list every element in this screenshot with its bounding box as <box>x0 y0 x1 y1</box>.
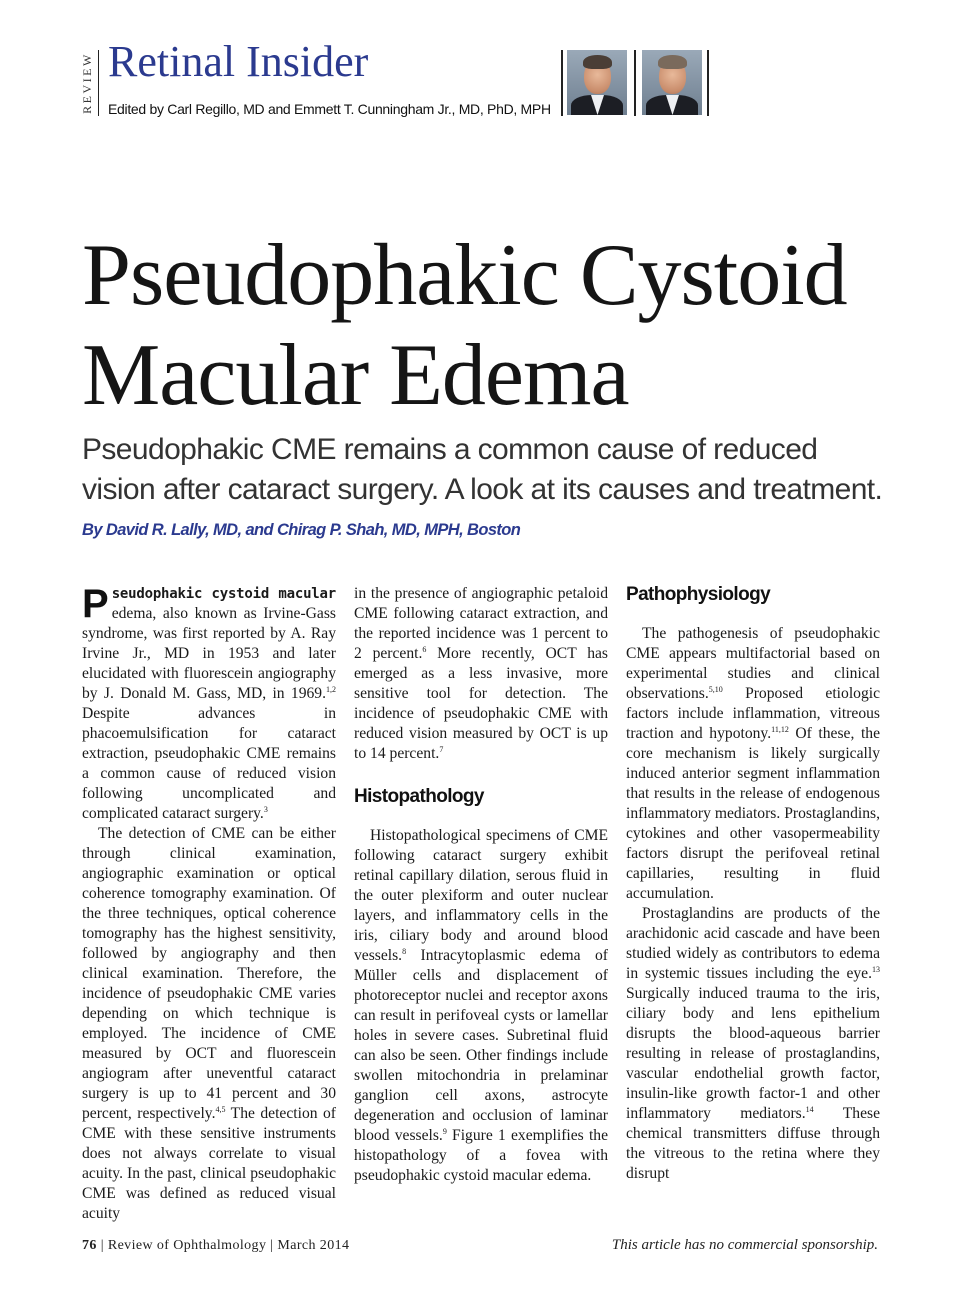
article-subtitle <box>82 430 902 510</box>
article-title <box>82 226 847 426</box>
subtitle-line-2: vision after cataract surgery. A look at its causes and treatment. <box>82 473 883 506</box>
divider-right <box>707 50 709 116</box>
citation: 9 <box>442 1126 447 1136</box>
section-heading: Histopathology <box>354 786 484 807</box>
title-line-2: Macular Edema <box>82 327 629 424</box>
publication-name: Review of Ophthalmology <box>107 1238 267 1253</box>
text-run: More recently, OCT has emerged as a less invasive, more sensitive tool for detection. The incidence of pseudophakic CME with reduced vision measured by OCT is up to 14 percent. <box>354 645 608 762</box>
text-run: The detection of CME with these sensitive instruments does not always correlate to visual acuity. In the past, clinical pseudophakic CME was defined as reduced visual acuity <box>82 1105 336 1222</box>
sponsorship-note: This article has no commercial sponsorship. <box>611 1237 878 1253</box>
editor-photo-cunningham <box>642 50 702 115</box>
citation: 3 <box>263 804 268 814</box>
text-run: The pathogenesis of pseudophakic CME appears multifactorial based on experimental studies and clinical observations. <box>626 625 880 702</box>
paragraph <box>354 826 608 1186</box>
lead-in: seudophakic cystoid macular <box>111 586 336 602</box>
review-section-tag <box>76 50 99 116</box>
citation: 6 <box>422 644 427 654</box>
text-run: Despite advances in phacoemulsification for cataract extraction, pseudophakic CME remains a common cause of reduced vision following uncomplicated and complicated cataract surgery. <box>82 705 336 822</box>
paragraph <box>354 584 608 764</box>
text-run: Intracytoplasmic edema of Müller cells and displacement of photoreceptor nuclei and receptor axons can result in perifoveal cysts or lamellar holes in severe cases. Subretinal fluid can also be seen. Other findings include swollen mitochondria in prelaminar ganglion cell axons, astrocyte degeneration and occlusion of laminar blood vessels. <box>354 947 608 1144</box>
text-run: Proposed etiologic factors include inflammation, vitreous traction and hypotony. <box>626 685 880 742</box>
citation: 4,5 <box>215 1104 226 1114</box>
column-2 <box>354 584 608 1186</box>
text-run: Of these, the core mechanism is likely surgically induced anterior segment inflammation that results in the release of endogenous inflammatory mediators. Prostaglandins, cytokines and other vasopermeability factors disrupt the perifoveal retinal capillaries, resulting in fluid accumulation. <box>626 725 881 902</box>
page-footer: 76 | Review of Ophthalmology | March 2014 <box>82 1238 350 1253</box>
drop-cap: P <box>82 582 109 626</box>
text-run: edema, also known as Irvine-Gass syndrome, was first reported by A. Ray Irvine Jr., MD in 1953 and later elucidated with fluorescein angiography by J. Donald M. Gass, MD, in 1969. <box>82 605 336 702</box>
citation: 8 <box>402 946 407 956</box>
divider-middle <box>634 50 636 116</box>
citation: 7 <box>439 744 444 754</box>
citation: 5,10 <box>708 684 723 694</box>
page-number: 76 <box>82 1238 97 1253</box>
editors-credit: Edited by Carl Regillo, MD and Emmett T. Cunningham Jr., MD, PhD, MPH <box>108 101 551 117</box>
divider-left <box>561 50 563 116</box>
citation: 11,12 <box>771 724 789 734</box>
text-run: The detection of CME can be either through clinical examination, angiographic examination or optical coherence tomography examination. Of the three techniques, optical coherence tomography has the highest sensitivity, followed by angiography and then clinical examination. Therefore, the incidence of pseudophakic CME varies depending on which technique is employed. The incidence of CME measured by OCT and fluorescein angiogram after uneventful cataract surgery is up to 41 percent and 30 percent, respectively. <box>82 825 336 1122</box>
paragraph <box>82 824 336 1224</box>
paragraph <box>82 584 336 824</box>
text-run: Prostaglandins are products of the arachidonic acid cascade and have been studied widely as contributors to edema in systemic tissues including the eye. <box>626 905 880 982</box>
text-run: Histopathological specimens of CME following cataract surgery exhibit retinal capillary dilation, serous fluid in the outer plexiform and outer nuclear layers, and inflammatory cells in the iris, ciliary body and around blood vessels. <box>354 827 608 964</box>
issue-date: March 2014 <box>277 1238 350 1253</box>
citation: 14 <box>805 1104 814 1114</box>
title-line-1: Pseudophakic Cystoid <box>82 227 847 324</box>
paragraph <box>626 904 880 1184</box>
text-run: These chemical transmitters diffuse through the vitreous to the retina where they disrupt <box>626 1105 880 1182</box>
byline: By David R. Lally, MD, and Chirag P. Shah, MD, MPH, Boston <box>82 521 521 539</box>
series-title: Retinal Insider <box>108 37 369 86</box>
citation: 1,2 <box>326 684 336 694</box>
citation: 13 <box>872 964 880 974</box>
section-heading: Pathophysiology <box>626 584 771 605</box>
column-3 <box>626 584 880 1184</box>
review-label: REVIEW <box>80 52 94 114</box>
text-run: Figure 1 exemplifies the histopathology of a fovea with pseudophakic cystoid macular edema. <box>354 1127 609 1184</box>
text-run: Surgically induced trauma to the iris, ciliary body and lens epithelium disrupts the blood-aqueous barrier resulting in release of prostaglandins, vascular endothelial growth factor, insulin-like growth factor-1 and other inflammatory mediators. <box>626 985 880 1122</box>
text-run: in the presence of angiographic petaloid CME following cataract extraction, and the reported incidence was 1 percent to 2 percent. <box>354 585 608 662</box>
editor-photo-regillo <box>567 50 627 115</box>
column-1 <box>82 584 336 1224</box>
paragraph <box>626 624 880 904</box>
subtitle-line-1: Pseudophakic CME remains a common cause of reduced <box>82 433 818 466</box>
